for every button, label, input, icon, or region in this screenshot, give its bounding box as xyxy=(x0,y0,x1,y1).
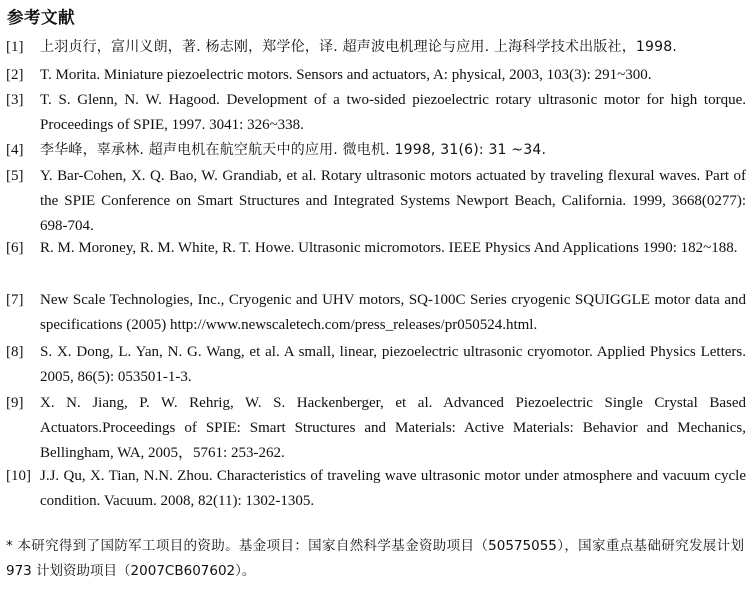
reference-number: [3] xyxy=(6,92,24,108)
reference-number: [8] xyxy=(6,344,24,360)
reference-text: T. S. Glenn, N. W. Hagood. Development of a two-sided piezoelectric rotary ultrasonic motor for high torque. Proceedings of SPIE, 1997. 3041: 326~338. xyxy=(40,92,746,133)
reference-text: X. N. Jiang, P. W. Rehrig, W. S. Hackenberger, et al. Advanced Piezoelectric Single Crystal Based Actuators.Proceedings of SPIE: Smart Structures and Materials: Active Materials: Behavior and Mechanics, Bellingham, WA, 2005，5761: 253-262. xyxy=(40,395,746,461)
reference-item xyxy=(6,164,746,239)
reference-text: S. X. Dong, L. Yan, N. G. Wang, et al. A small, linear, piezoelectric ultrasonic cryomotor. Applied Physics Letters. 2005, 86(5): 053501-1-3. xyxy=(40,344,746,385)
funding-footnote: * 本研究得到了国防军工项目的资助。基金项目：国家自然科学基金资助项目（50575055），国家重点基础研究发展计划 973 计划资助项目（2007CB607602）。 xyxy=(6,538,744,579)
references-heading: 参考文献 xyxy=(7,8,75,27)
reference-item xyxy=(6,88,746,138)
reference-text: Y. Bar-Cohen, X. Q. Bao, W. Grandiab, et al. Rotary ultrasonic motors actuated by traveling flexural waves. Part of the SPIE Conference on Smart Structures and Integrated Systems Newport Beach, California. 1999, 3668(0277): 698-704. xyxy=(40,168,746,234)
reference-text: J.J. Qu, X. Tian, N.N. Zhou. Characteristics of traveling wave ultrasonic motor under atmosphere and vacuum cycle condition. Vacuum. 2008, 82(11): 1302-1305. xyxy=(40,468,746,509)
reference-item xyxy=(6,288,746,338)
reference-item xyxy=(6,464,746,514)
reference-text: 上羽贞行，富川义朗，著. 杨志刚，郑学伦，译. 超声波电机理论与应用. 上海科学技术出版社，1998. xyxy=(40,39,677,55)
reference-number: [10] xyxy=(6,468,31,484)
reference-item xyxy=(6,138,746,163)
reference-item xyxy=(6,340,746,390)
reference-text: T. Morita. Miniature piezoelectric motors. Sensors and actuators, A: physical, 2003, 103(3): 291~300. xyxy=(40,67,652,83)
reference-number: [2] xyxy=(6,67,24,83)
reference-item xyxy=(6,35,746,60)
reference-item xyxy=(6,236,746,286)
reference-number: [6] xyxy=(6,240,24,256)
reference-text: 李华峰，辜承林. 超声电机在航空航天中的应用. 微电机. 1998, 31(6): 31 ~34. xyxy=(40,142,547,158)
reference-number: [7] xyxy=(6,292,24,308)
reference-item xyxy=(6,391,746,466)
reference-number: [9] xyxy=(6,395,24,411)
reference-text: R. M. Moroney, R. M. White, R. T. Howe. Ultrasonic micromotors. IEEE Physics And Applications 1990: 182~188. xyxy=(40,240,738,256)
reference-number: [5] xyxy=(6,168,24,184)
reference-number: [1] xyxy=(6,39,24,55)
reference-number: [4] xyxy=(6,142,24,158)
reference-item xyxy=(6,63,746,88)
reference-text: New Scale Technologies, Inc., Cryogenic and UHV motors, SQ-100C Series cryogenic SQUIGGLE motor data and specifications (2005) http://www.newscaletech.com/press_releases/pr050524.html. xyxy=(40,292,746,333)
